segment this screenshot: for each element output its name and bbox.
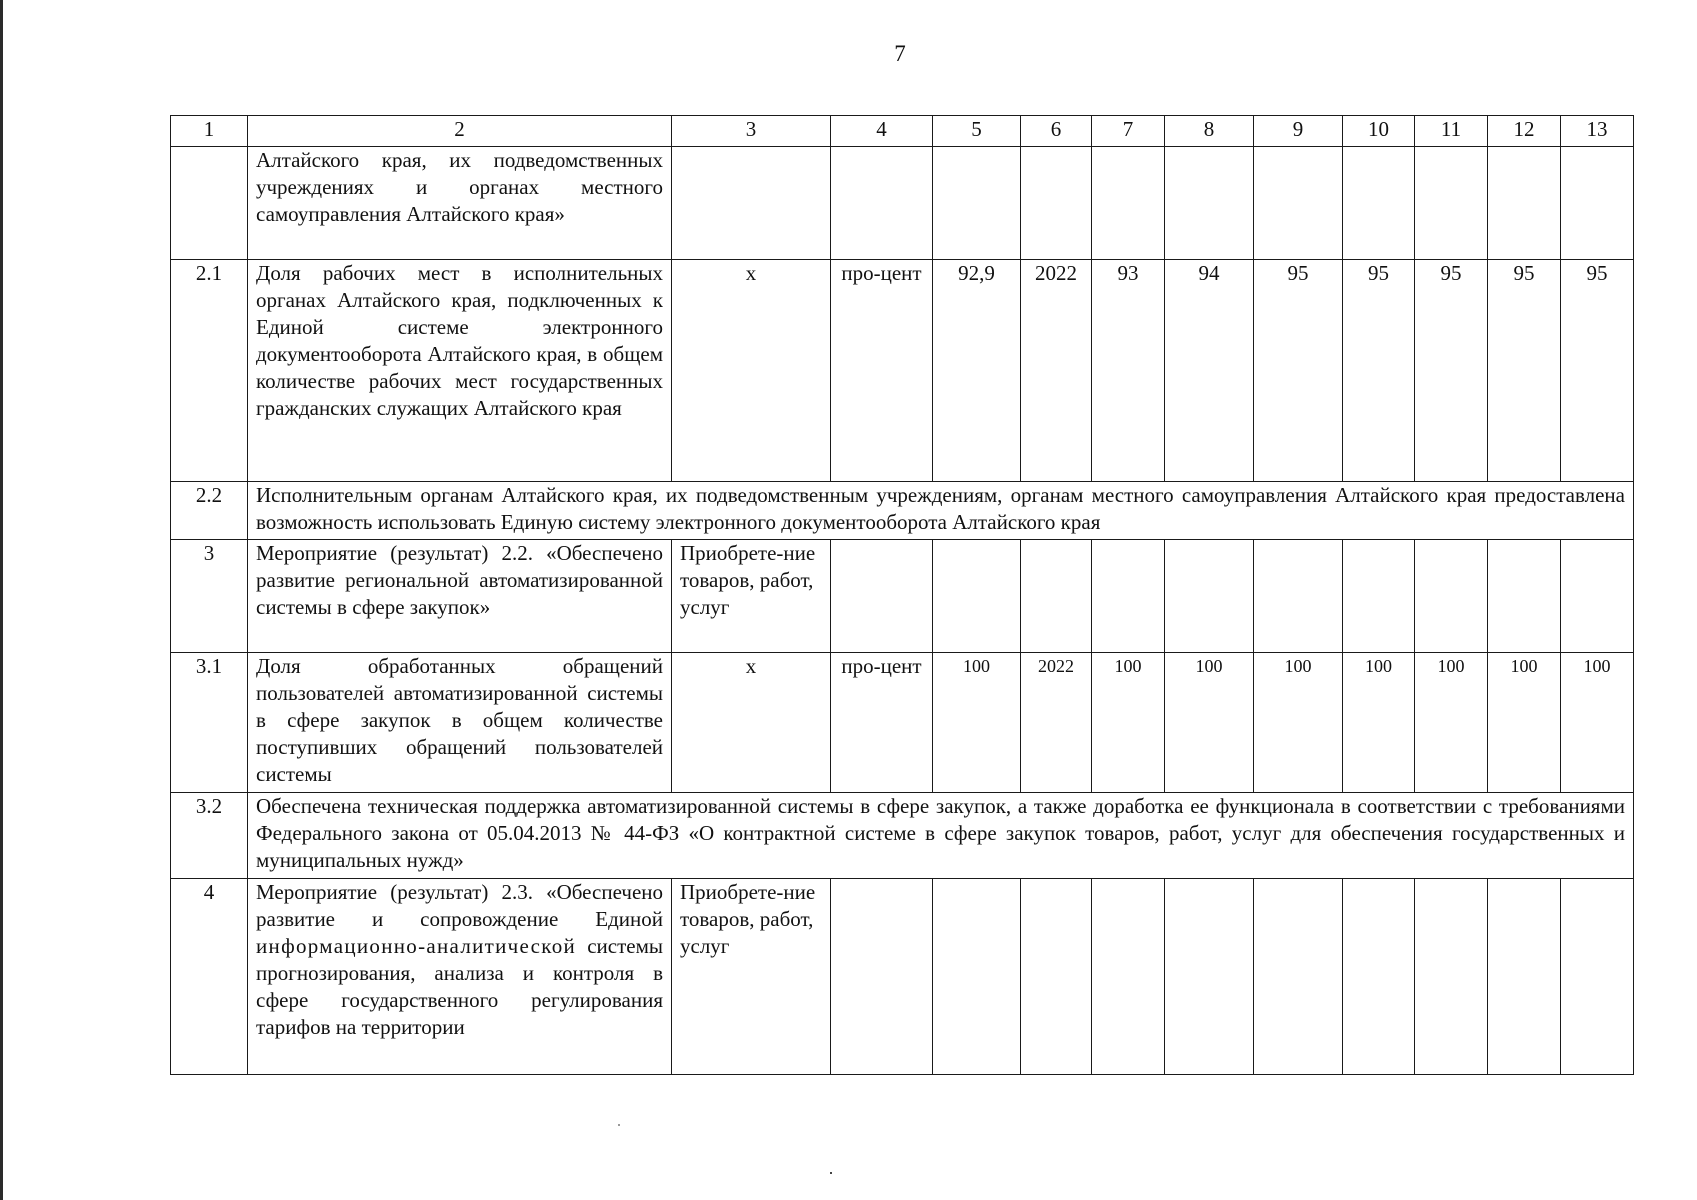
value-cell: 100 — [1488, 653, 1561, 793]
unit-cell: про-цент — [831, 653, 933, 793]
value-cell: 100 — [1415, 653, 1488, 793]
indicators-table — [170, 115, 1634, 1075]
indicator-text-part: Мероприятие (результат) 2.3. «Обеспечено развитие и сопровождение Единой — [256, 880, 663, 931]
empty-cell — [831, 540, 933, 653]
table-row — [171, 260, 1634, 482]
indicator-text-part: информационно-аналитической — [256, 934, 577, 958]
header-cell: 7 — [1092, 116, 1165, 147]
page-number: 7 — [894, 41, 906, 66]
value-cell: 100 — [933, 653, 1021, 793]
empty-cell — [1165, 147, 1254, 260]
empty-cell — [672, 147, 831, 260]
value-cell: 95 — [1415, 260, 1488, 482]
row-number-cell: 2.1 — [171, 260, 248, 482]
value-cell: 95 — [1343, 260, 1415, 482]
header-cell: 13 — [1561, 116, 1634, 147]
empty-cell — [1092, 147, 1165, 260]
empty-cell — [1254, 147, 1343, 260]
empty-cell — [1021, 540, 1092, 653]
col3-cell: Приобрете-ние товаров, работ, услуг — [672, 879, 831, 1075]
header-cell: 8 — [1165, 116, 1254, 147]
empty-cell — [1254, 540, 1343, 653]
empty-cell — [1092, 879, 1165, 1075]
table-row — [171, 482, 1634, 540]
empty-cell — [1561, 540, 1634, 653]
table-row — [171, 653, 1634, 793]
value-cell: 92,9 — [933, 260, 1021, 482]
empty-cell — [1415, 540, 1488, 653]
unit-cell: про-цент — [831, 260, 933, 482]
empty-cell — [1343, 147, 1415, 260]
value-cell: 100 — [1561, 653, 1634, 793]
col3-cell: x — [672, 260, 831, 482]
row-number-cell: 3 — [171, 540, 248, 653]
value-cell: 100 — [1254, 653, 1343, 793]
row-number-cell: 2.2 — [171, 482, 248, 540]
header-cell: 1 — [171, 116, 248, 147]
col3-cell: x — [672, 653, 831, 793]
empty-cell — [831, 147, 933, 260]
empty-cell — [1488, 879, 1561, 1075]
value-cell: 95 — [1561, 260, 1634, 482]
table-row — [171, 540, 1634, 653]
value-cell: 95 — [1488, 260, 1561, 482]
empty-cell — [933, 147, 1021, 260]
empty-cell — [1488, 540, 1561, 653]
empty-cell — [933, 879, 1021, 1075]
indicator-text-cell: Доля рабочих мест в исполнительных органах Алтайского края, подключенных к Единой системе электронного документооборота Алтайского края, в общем количестве рабочих мест государственных гражданских служащих Алтайского края — [248, 260, 672, 482]
scan-left-edge — [0, 0, 3, 1200]
value-cell: 95 — [1254, 260, 1343, 482]
header-cell: 12 — [1488, 116, 1561, 147]
value-cell: 93 — [1092, 260, 1165, 482]
result-text-cell: Обеспечена техническая поддержка автоматизированной системы в сфере закупок, а также доработка ее функционала в соответствии с требованиями Федерального закона от 05.04.2013 № 44-ФЗ «О контрактной системе в сфере закупок товаров, работ, услуг для обеспечения государственных и муниципальных нужд» — [248, 793, 1634, 879]
col3-cell: Приобрете-ние товаров, работ, услуг — [672, 540, 831, 653]
result-text-cell: Исполнительным органам Алтайского края, их подведомственным учреждениям, органам местного самоуправления Алтайского края предоставлена возможность использовать Единую систему электронного документооборота Алтайского края — [248, 482, 1634, 540]
indicator-text-cell: Алтайского края, их подведомственных учреждениях и органах местного самоуправления Алтайского края» — [248, 147, 672, 260]
empty-cell — [1021, 879, 1092, 1075]
scan-speck — [830, 1172, 832, 1174]
row-number-cell — [171, 147, 248, 260]
header-cell: 9 — [1254, 116, 1343, 147]
empty-cell — [831, 879, 933, 1075]
row-number-cell: 3.1 — [171, 653, 248, 793]
value-cell: 100 — [1092, 653, 1165, 793]
empty-cell — [1561, 147, 1634, 260]
empty-cell — [1092, 540, 1165, 653]
empty-cell — [1021, 147, 1092, 260]
empty-cell — [1415, 147, 1488, 260]
scan-speck — [618, 1124, 620, 1126]
empty-cell — [1415, 879, 1488, 1075]
indicator-text-part: системы прогнозирования, анализа и контроля в сфере государственного регулирования тарифов на территории — [256, 934, 663, 1039]
value-cell: 100 — [1165, 653, 1254, 793]
row-number-cell: 3.2 — [171, 793, 248, 879]
table-row — [171, 793, 1634, 879]
header-cell: 10 — [1343, 116, 1415, 147]
table-row — [171, 879, 1634, 1075]
empty-cell — [933, 540, 1021, 653]
table-row — [171, 147, 1634, 260]
header-cell: 2 — [248, 116, 672, 147]
header-row — [171, 116, 1634, 147]
header-cell: 6 — [1021, 116, 1092, 147]
empty-cell — [1165, 879, 1254, 1075]
empty-cell — [1488, 147, 1561, 260]
empty-cell — [1165, 540, 1254, 653]
header-cell: 4 — [831, 116, 933, 147]
indicator-text-cell — [248, 879, 672, 1075]
empty-cell — [1343, 540, 1415, 653]
indicator-text-cell: Доля обработанных обращений пользователей автоматизированной системы в сфере закупок в общем количестве поступивших обращений пользователей системы — [248, 653, 672, 793]
empty-cell — [1254, 879, 1343, 1075]
header-cell: 3 — [672, 116, 831, 147]
value-cell: 100 — [1343, 653, 1415, 793]
indicator-text-cell: Мероприятие (результат) 2.2. «Обеспечено развитие региональной автоматизированной системы в сфере закупок» — [248, 540, 672, 653]
header-cell: 11 — [1415, 116, 1488, 147]
value-cell: 2022 — [1021, 653, 1092, 793]
empty-cell — [1561, 879, 1634, 1075]
header-cell: 5 — [933, 116, 1021, 147]
row-number-cell: 4 — [171, 879, 248, 1075]
empty-cell — [1343, 879, 1415, 1075]
value-cell: 94 — [1165, 260, 1254, 482]
value-cell: 2022 — [1021, 260, 1092, 482]
